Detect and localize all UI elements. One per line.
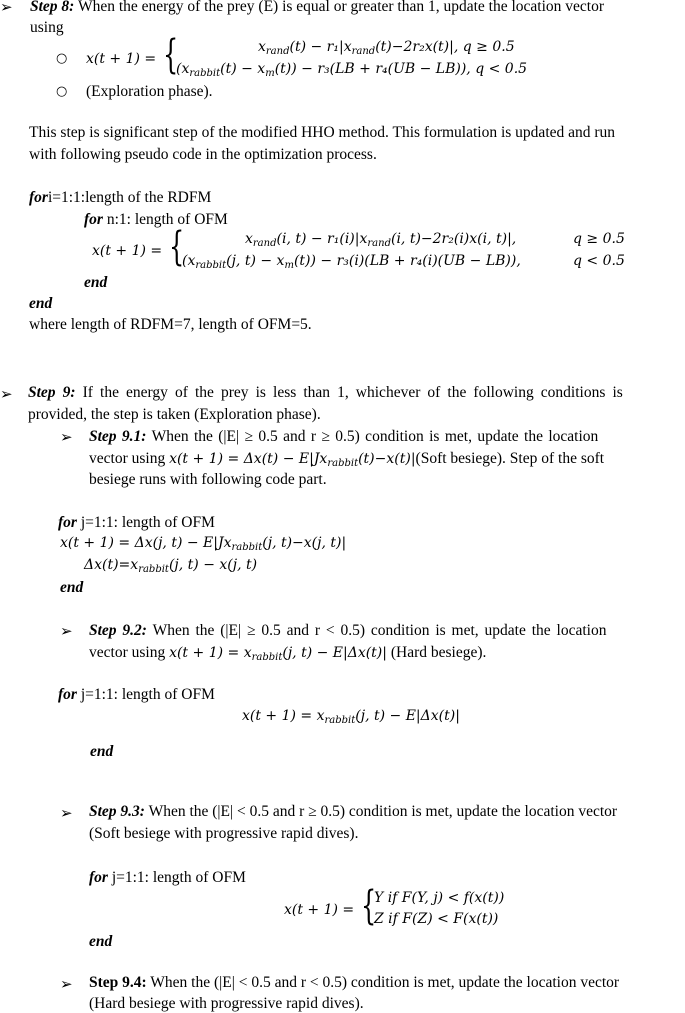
code1-eq-brace: {: [169, 224, 185, 270]
step9-bullet: ➢: [0, 385, 13, 403]
step91-line1: [89, 428, 598, 446]
step94-text-line2: (Hard besiege with progressive rapid dives).: [89, 995, 364, 1012]
code3-for: [58, 686, 215, 704]
step93-text-line1: When the (|E| < 0.5 and r ≥ 0.5) condition is met, update the location vector: [144, 803, 618, 820]
step91-line2: [89, 450, 604, 469]
step93-text-line2: (Soft besiege with progressive rapid dives).: [89, 825, 359, 842]
code1-eq-lhs: x(t + 1) =: [92, 243, 163, 259]
step91-text-line1: When the (|E| ≥ 0.5 and r ≥ 0.5) condition is met, update the location: [146, 428, 599, 445]
code1-for-outer-keyword: for: [29, 189, 48, 206]
code3-end: end: [90, 743, 114, 760]
step8-circle-bullet-1: ○: [56, 51, 68, 66]
step94-line1: [89, 974, 619, 992]
code2-for-text: j=1:1: length of OFM: [76, 514, 215, 531]
code4-for: [89, 869, 246, 887]
step91-text-line3: besiege runs with following code part.: [89, 471, 327, 488]
step8-text-line2: using: [30, 19, 64, 36]
step91-text-line2b: (Soft besiege). Step of the soft: [415, 450, 605, 467]
code1-end-inner: end: [84, 274, 108, 291]
step8-paragraph-line1: This step is significant step of the modified HHO method. This formulation is updated and run: [29, 124, 616, 141]
step92-bullet: ➢: [60, 622, 73, 640]
code4-for-text: j=1:1: length of OFM: [107, 869, 246, 886]
step9-heading: Step 9:: [28, 384, 76, 401]
code2-for: [58, 514, 215, 532]
step8-eq-row1: $x_{rand}(t) - r_1|x_{rand}(t)-2r_2x(t)|$, q ≥ 0.5: [258, 39, 515, 57]
step91-bullet: ➢: [60, 428, 73, 446]
step92-line2: [89, 644, 486, 663]
code1-for-outer-text: i=1:1:length of the RDFM: [47, 189, 212, 206]
code2-end: end: [60, 579, 84, 596]
step9-text-line1: If the energy of the prey is less than 1, whichever of the following conditions is: [75, 384, 623, 401]
step8-paragraph-line2: with following pseudo code in the optimization process.: [29, 146, 377, 163]
step8-line1: [30, 0, 604, 16]
step9-line1: [28, 384, 683, 402]
step93-bullet: ➢: [60, 804, 73, 822]
code4-eq-row1: Y if F(Y, j) < f(x(t)): [374, 890, 505, 906]
step92-heading: Step 9.2:: [89, 622, 147, 639]
code1-for-inner-keyword: for: [84, 211, 103, 228]
step8-bullet: ➢: [0, 0, 13, 16]
code1-for-inner: [84, 211, 228, 229]
step93-heading: Step 9.3:: [89, 803, 145, 820]
step8-eq-lhs: x(t + 1) =: [86, 51, 157, 67]
step94-bullet: ➢: [60, 975, 73, 993]
step91-heading: Step 9.1:: [89, 428, 147, 445]
step92-line1: [89, 622, 606, 640]
step9-text-line2: provided, the step is taken (Exploration phase).: [28, 406, 321, 423]
code2-for-keyword: for: [58, 514, 77, 531]
step91-text-line2a: vector using: [89, 450, 170, 467]
code4-for-keyword: for: [89, 869, 108, 886]
step8-eq-row2: $(x_{rabbit}(t) - x_m(t)) - r_3(LB + r_4(UB - LB))$, q < 0.5: [176, 61, 528, 79]
code3-for-keyword: for: [58, 686, 77, 703]
code1-eq-row1: $x_{rand}(i$, $t) - r_1(i)|x_{rand}(i$, t)−2r₂(i)x(i, t)|,: [245, 231, 517, 249]
code1-eq-row2-condition: q < 0.5: [573, 253, 625, 269]
step94-text-line1: When the (|E| < 0.5 and r < 0.5) condition is met, update the location vector: [146, 974, 620, 991]
code1-end-outer: end: [29, 295, 53, 312]
code3-for-text: j=1:1: length of OFM: [76, 686, 215, 703]
code1-for-inner-text: n:1: length of OFM: [102, 211, 228, 228]
step8-heading: Step 8:: [30, 0, 75, 15]
step8-text-line1: When the energy of the prey (E) is equal or greater than 1, update the location vector: [74, 0, 605, 15]
step92-text-line2b: (Hard besiege).: [387, 644, 487, 661]
step93-line1: [89, 803, 617, 821]
step94-heading: Step 9.4:: [89, 974, 147, 991]
code4-eq-brace: {: [361, 883, 377, 929]
code1-eq-row1-condition: q ≥ 0.5: [573, 231, 625, 247]
code2-line1: x(t + 1) = Δx(j, $t) - E|Jx_{rabbit}(j$, t)−x(j, t)|: [60, 535, 347, 553]
code4-eq-lhs: x(t + 1) =: [284, 902, 355, 918]
step8-eq-brace: {: [163, 32, 179, 78]
code1-where-note: where length of RDFM=7, length of OFM=5.: [29, 316, 312, 333]
step91-inline-eq: $x(t + 1) = \Delta x(t) - E|Jx_{rabbit}(t)-x(t)|$: [169, 451, 416, 469]
code2-line2: $\Delta x(t)=x_{rabbit}(j$, t) − x(j, t): [84, 557, 258, 575]
step92-text-line1: When the (|E| ≥ 0.5 and r < 0.5) condition is met, update the location: [146, 622, 607, 639]
code1-eq-row2: ($x_{rabbit}(j$, $t) - x_m(t)) - r_3(i)(LB + r_4(i)(UB - LB))$,: [182, 253, 521, 271]
code4-end: end: [89, 933, 113, 950]
step8-phase: (Exploration phase).: [86, 83, 213, 100]
step8-circle-bullet-2: ○: [56, 84, 68, 99]
code4-eq-row2: Z if F(Z) < F(x(t)): [374, 911, 499, 927]
code3-eq: $x(t + 1) = x_{rabbit}(j$, t) − E|Δx(t)|: [242, 708, 460, 726]
code1-for-outer: [29, 189, 211, 207]
step92-text-line2a: vector using: [89, 644, 170, 661]
step92-inline-eq: $x(t + 1) = x_{rabbit}(j$, t) − E|Δx(t)|: [169, 645, 387, 663]
